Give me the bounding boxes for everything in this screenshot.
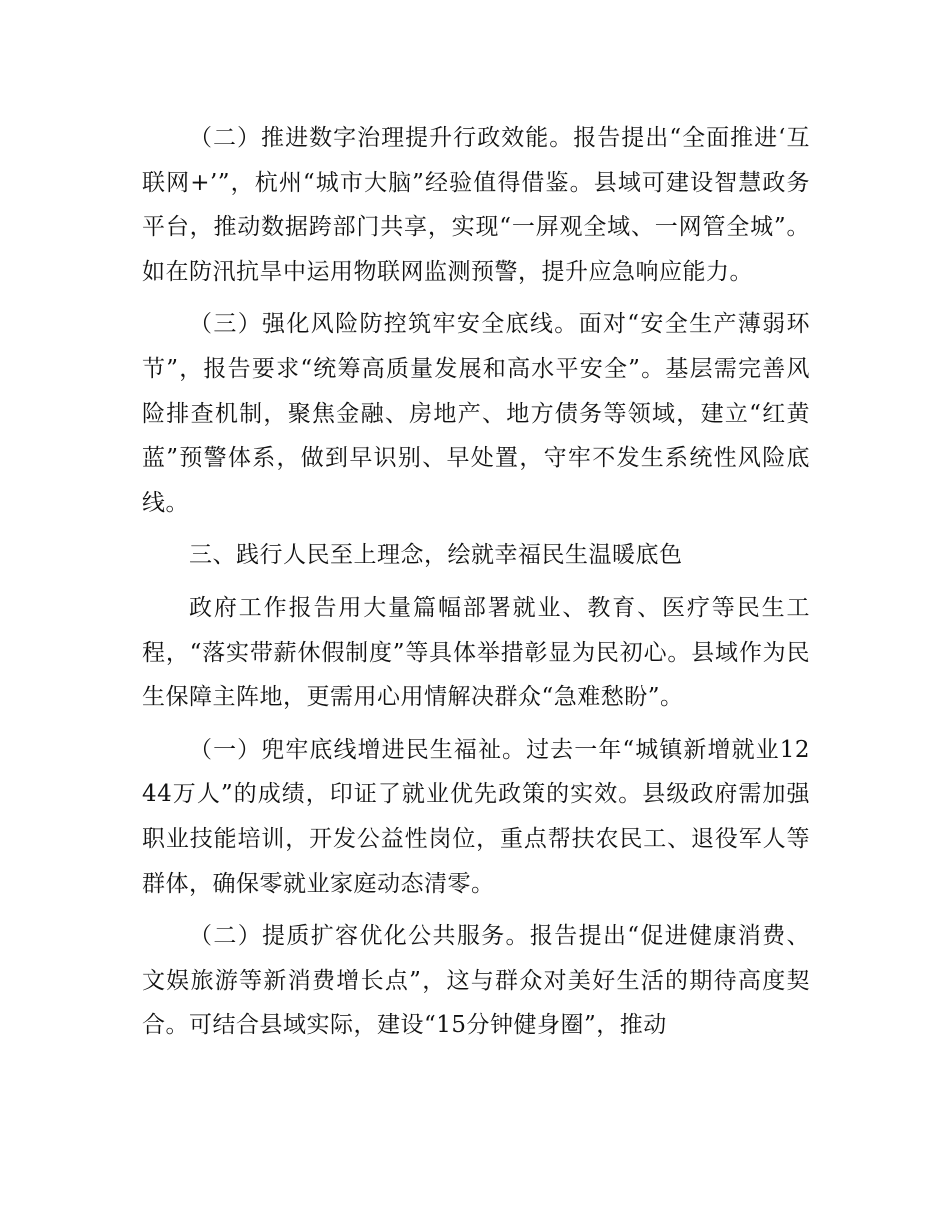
paragraph-digital-governance: （二）推进数字治理提升行政效能。报告提出“全面推进‘互联网+’”，杭州“城市大脑”经验值得借鉴。县域可建设智慧政务平台，推动数据跨部门共享，实现“一屏观全域、一网管全城”。如在防汛抗旱中运用物联网监测预警，提升应急响应能力。 (142, 125, 810, 285)
section-heading-people-first: 三、践行人民至上理念，绘就幸福民生温暖底色 (189, 542, 683, 569)
paragraph-risk-control: （三）强化风险防控筑牢安全底线。面对“安全生产薄弱环节”，报告要求“统筹高质量发展和高水平安全”。基层需完善风险排查机制，聚焦金融、房地产、地方债务等领域，建立“红黄蓝”预警体系，做到早识别、早处置，守牢不发生系统性风险底线。 (142, 311, 810, 516)
document-body (142, 116, 810, 1048)
paragraph-livelihood-intro: 政府工作报告用大量篇幅部署就业、教育、医疗等民生工程，“落实带薪休假制度”等具体举措彰显为民初心。县域作为民生保障主阵地，更需用心用情解决群众“急难愁盼”。 (142, 594, 810, 711)
paragraph-employment: （一）兜牢底线增进民生福祉。过去一年“城镇新增就业1244万人”的成绩，印证了就业优先政策的实效。县级政府需加强职业技能培训，开发公益性岗位，重点帮扶农民工、退役军人等群体，确保零就业家庭动态清零。 (142, 736, 810, 897)
paragraph-public-services: （二）提质扩容优化公共服务。报告提出“促进健康消费、文娱旅游等新消费增长点”，这与群众对美好生活的期待高度契合。可结合县域实际，建设“15分钟健身圈”，推动 (142, 923, 810, 1039)
